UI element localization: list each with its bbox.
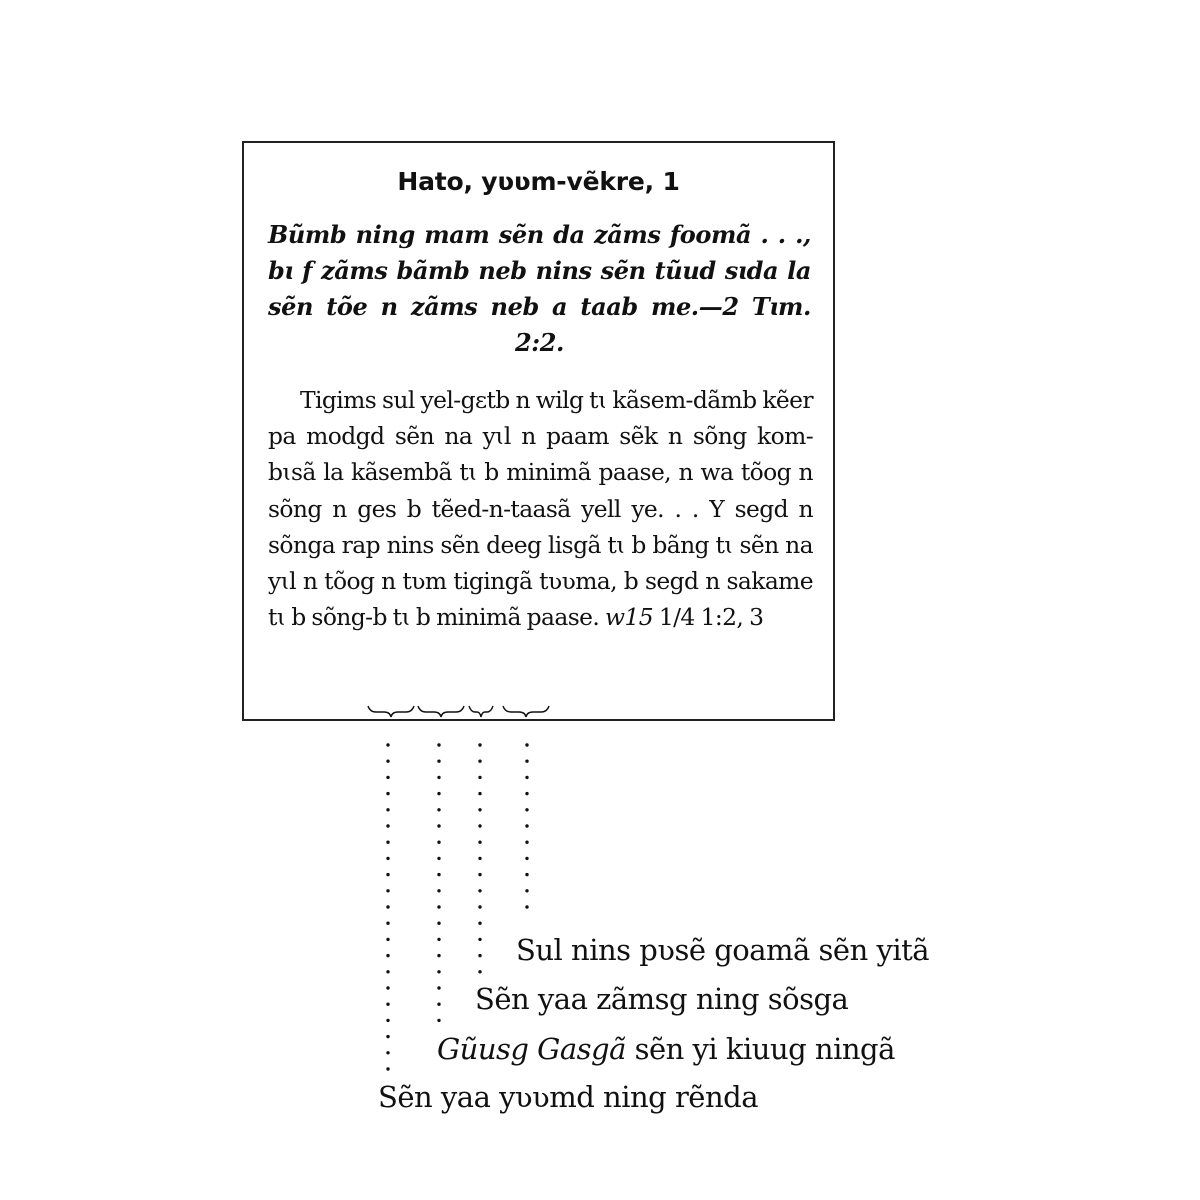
ref-paragraphs: 3: [749, 603, 764, 632]
brace-paragraphs: [503, 706, 549, 717]
caption-paragraphs: Sul nins pʋsẽ goamã sẽn yitã: [516, 933, 930, 967]
caption-date: [437, 1031, 895, 1067]
ref-page: 1:2,: [700, 603, 744, 632]
theme-scripture: Bũmb ning mam sẽn da zãms foomã . . ., bɩ f zãms bãmb neb nins sẽn tũud sɩda la sẽn tõe n zãms neb a taab me.—2 Tɩm. 2:2.: [268, 220, 811, 357]
caption-publication: Sẽn yaa yʋʋmd ning rẽnda: [378, 1080, 758, 1114]
comment-text: Tigims sul yel-gɛtb n wilg tɩ kãsem-dãmb kẽer pa modgd sẽn na yɩl n paam sẽk n sõng kom-bɩsã la kãsembã tɩ b minimã paase, n wa tõog n sõng n ges b tẽed-n-taasã yell ye. . . Y segd n sõnga rap nins sẽn deeg lisgã tɩ b bãng tɩ sẽn na yɩl n tõog n tʋm tigingã tʋʋma, b segd n sakame tɩ b sõng-b tɩ b minimã paase.: [268, 386, 813, 632]
brace-date: [418, 706, 464, 717]
daily-text-heading: Hato, yʋʋm-vẽkre, 1: [397, 167, 680, 196]
caption-page: Sẽn yaa zãmsg ning sõsga: [475, 982, 849, 1016]
brace-page: [469, 706, 493, 717]
brace-publication: [368, 706, 414, 717]
caption-date-rest: sẽn yi kiuug ningã: [634, 1032, 895, 1066]
ref-publication: w15: [605, 603, 654, 632]
ref-date: 1/4: [658, 603, 695, 632]
caption-date-italic: Gũusg Gasgã: [437, 1032, 626, 1066]
